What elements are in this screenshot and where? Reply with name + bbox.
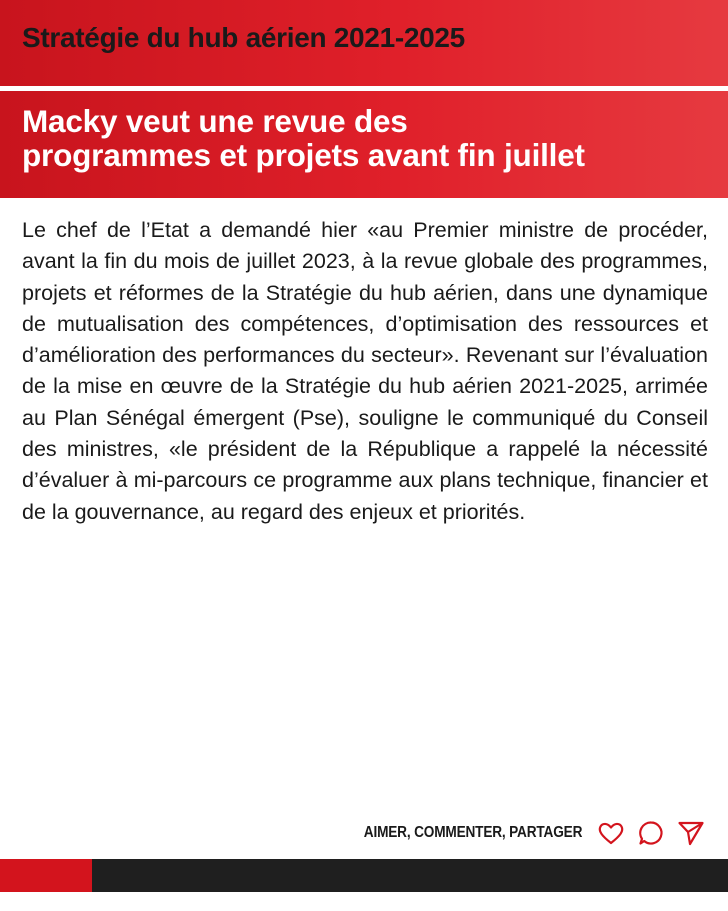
- kicker-band: [0, 0, 728, 86]
- heart-icon[interactable]: [596, 818, 626, 848]
- footer-bar-accent: [0, 859, 92, 892]
- headline-line-2: programmes et projets avant fin juillet: [22, 137, 585, 173]
- headline: [22, 104, 722, 172]
- cta-label: AIMER, COMMENTER, PARTAGER: [363, 824, 582, 841]
- social-cta: [334, 818, 706, 848]
- headline-band: [0, 91, 728, 198]
- kicker-title: Stratégie du hub aérien 2021-2025: [22, 22, 465, 53]
- headline-line-1: Macky veut une revue des: [22, 103, 408, 139]
- footer-bar: [92, 859, 728, 892]
- article-body: Le chef de l’Etat a demandé hier «au Premier ministre de procéder, avant la fin du mois de juillet 2023, à la revue globale des programmes, projets et réformes de la Stratégie du hub aérien, dans une dynamique de mutualisation des compétences, d’optimisation des ressources et d’amélioration des performances du secteur». Revenant sur l’évaluation de la mise en œuvre de la Stratégie du hub aérien 2021-2025, arrimée au Plan Sénégal émergent (Pse), souligne le communiqué du Conseil des ministres, «le président de la République a rappelé la nécessité d’évaluer à mi-parcours ce programme aux plans technique, financier et de la gouvernance, au regard des enjeux et priorités.: [22, 218, 708, 524]
- send-icon[interactable]: [676, 818, 706, 848]
- comment-icon[interactable]: [636, 818, 666, 848]
